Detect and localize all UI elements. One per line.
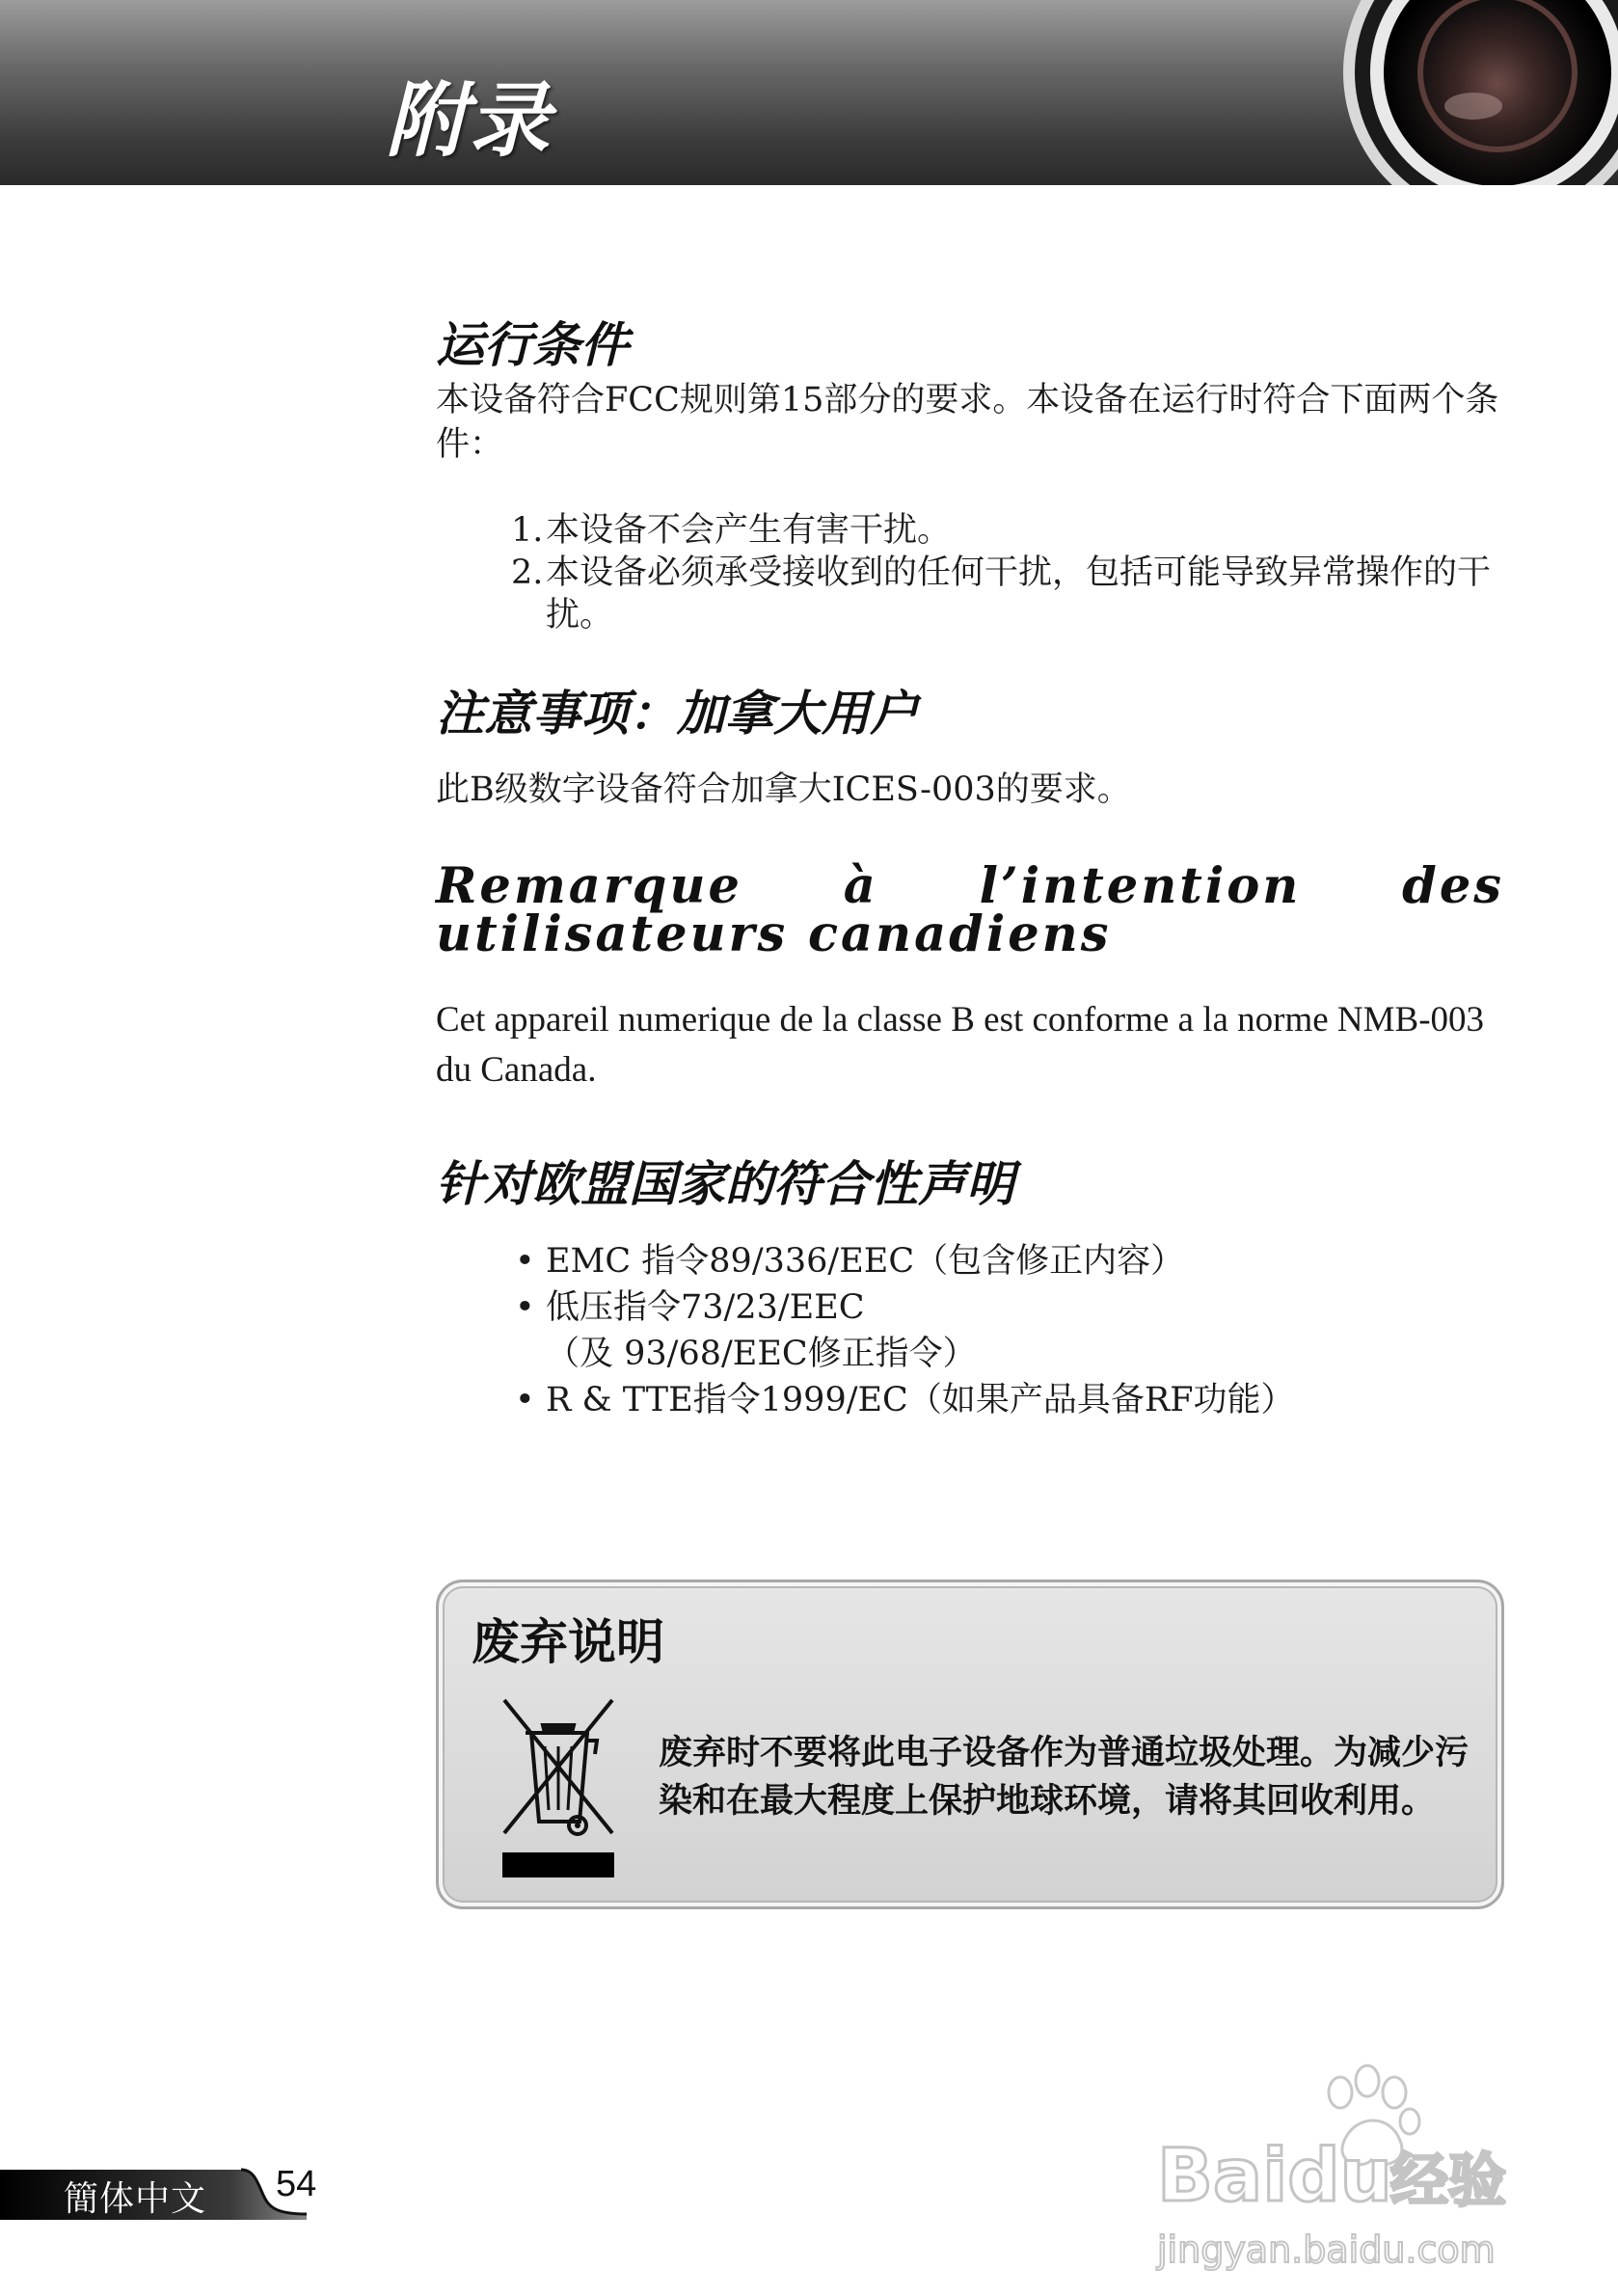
- page-number: 54: [276, 2164, 317, 2204]
- operating-conditions-list: [511, 509, 1504, 636]
- list-item-text: 本设备必须承受接收到的任何干扰，包括可能导致异常操作的干扰。: [546, 554, 1492, 635]
- page-header: [0, 0, 1618, 185]
- list-item-text: 低压指令73/23/EEC: [546, 1288, 865, 1327]
- list-item: [511, 1284, 1504, 1377]
- list-item-subtext: （及 93/68/EEC修正指令）: [546, 1335, 977, 1373]
- watermark-brand: Baidu: [1157, 2132, 1392, 2218]
- heading-eu-conformity: 针对欧盟国家的符合性声明: [436, 1156, 1014, 1212]
- list-item: [511, 552, 1504, 636]
- projector-lens-icon: [1338, 0, 1618, 185]
- list-item-text: R & TTE指令1999/EC（如果产品具备RF功能）: [546, 1381, 1295, 1419]
- disposal-title: 废弃说明: [472, 1614, 664, 1670]
- canada-body: 此B级数字设备符合加拿大ICES-003的要求。: [436, 770, 1131, 809]
- list-item: [511, 509, 1504, 552]
- disposal-text: 废弃时不要将此电子设备作为普通垃圾处理。为减少污染和在最大程度上保护地球环境，请将其回收利用。: [659, 1734, 1470, 1821]
- heading-canada-notice: 注意事项：加拿大用户: [436, 686, 918, 742]
- disposal-notice-box: [436, 1580, 1504, 1909]
- heading-operating-conditions: 运行条件: [436, 317, 629, 373]
- page-title: 附录: [386, 73, 553, 168]
- list-item-text: EMC 指令89/336/EEC（包含修正内容）: [546, 1242, 1185, 1281]
- remarque-body: Cet appareil numerique de la classe B est conforme a la norme NMB-003 du Canada.: [436, 1000, 1485, 1090]
- bullet-icon: •: [515, 1288, 535, 1327]
- crossed-out-wheelie-bin-icon: [495, 1687, 620, 1879]
- list-number: 2.: [511, 554, 544, 592]
- list-item-text: 本设备不会产生有害干扰。: [546, 511, 952, 550]
- eu-directives-list: [511, 1238, 1504, 1423]
- watermark-url: jingyan.baidu.com: [1157, 2228, 1496, 2271]
- operating-body: 本设备符合FCC规则第15部分的要求。本设备在运行时符合下面两个条件：: [436, 381, 1499, 464]
- watermark-brand-cn: 经验: [1390, 2147, 1506, 2215]
- baidu-jingyan-watermark: [1138, 2035, 1543, 2285]
- bullet-icon: •: [515, 1381, 535, 1419]
- list-item: [511, 1377, 1504, 1423]
- list-number: 1.: [511, 511, 544, 550]
- list-item: [511, 1238, 1504, 1284]
- footer-language: 簡体中文: [64, 2179, 207, 2219]
- bullet-icon: •: [515, 1242, 535, 1281]
- heading-remarque: Remarque à l’intention des utilisateurs canadiens: [436, 857, 1504, 963]
